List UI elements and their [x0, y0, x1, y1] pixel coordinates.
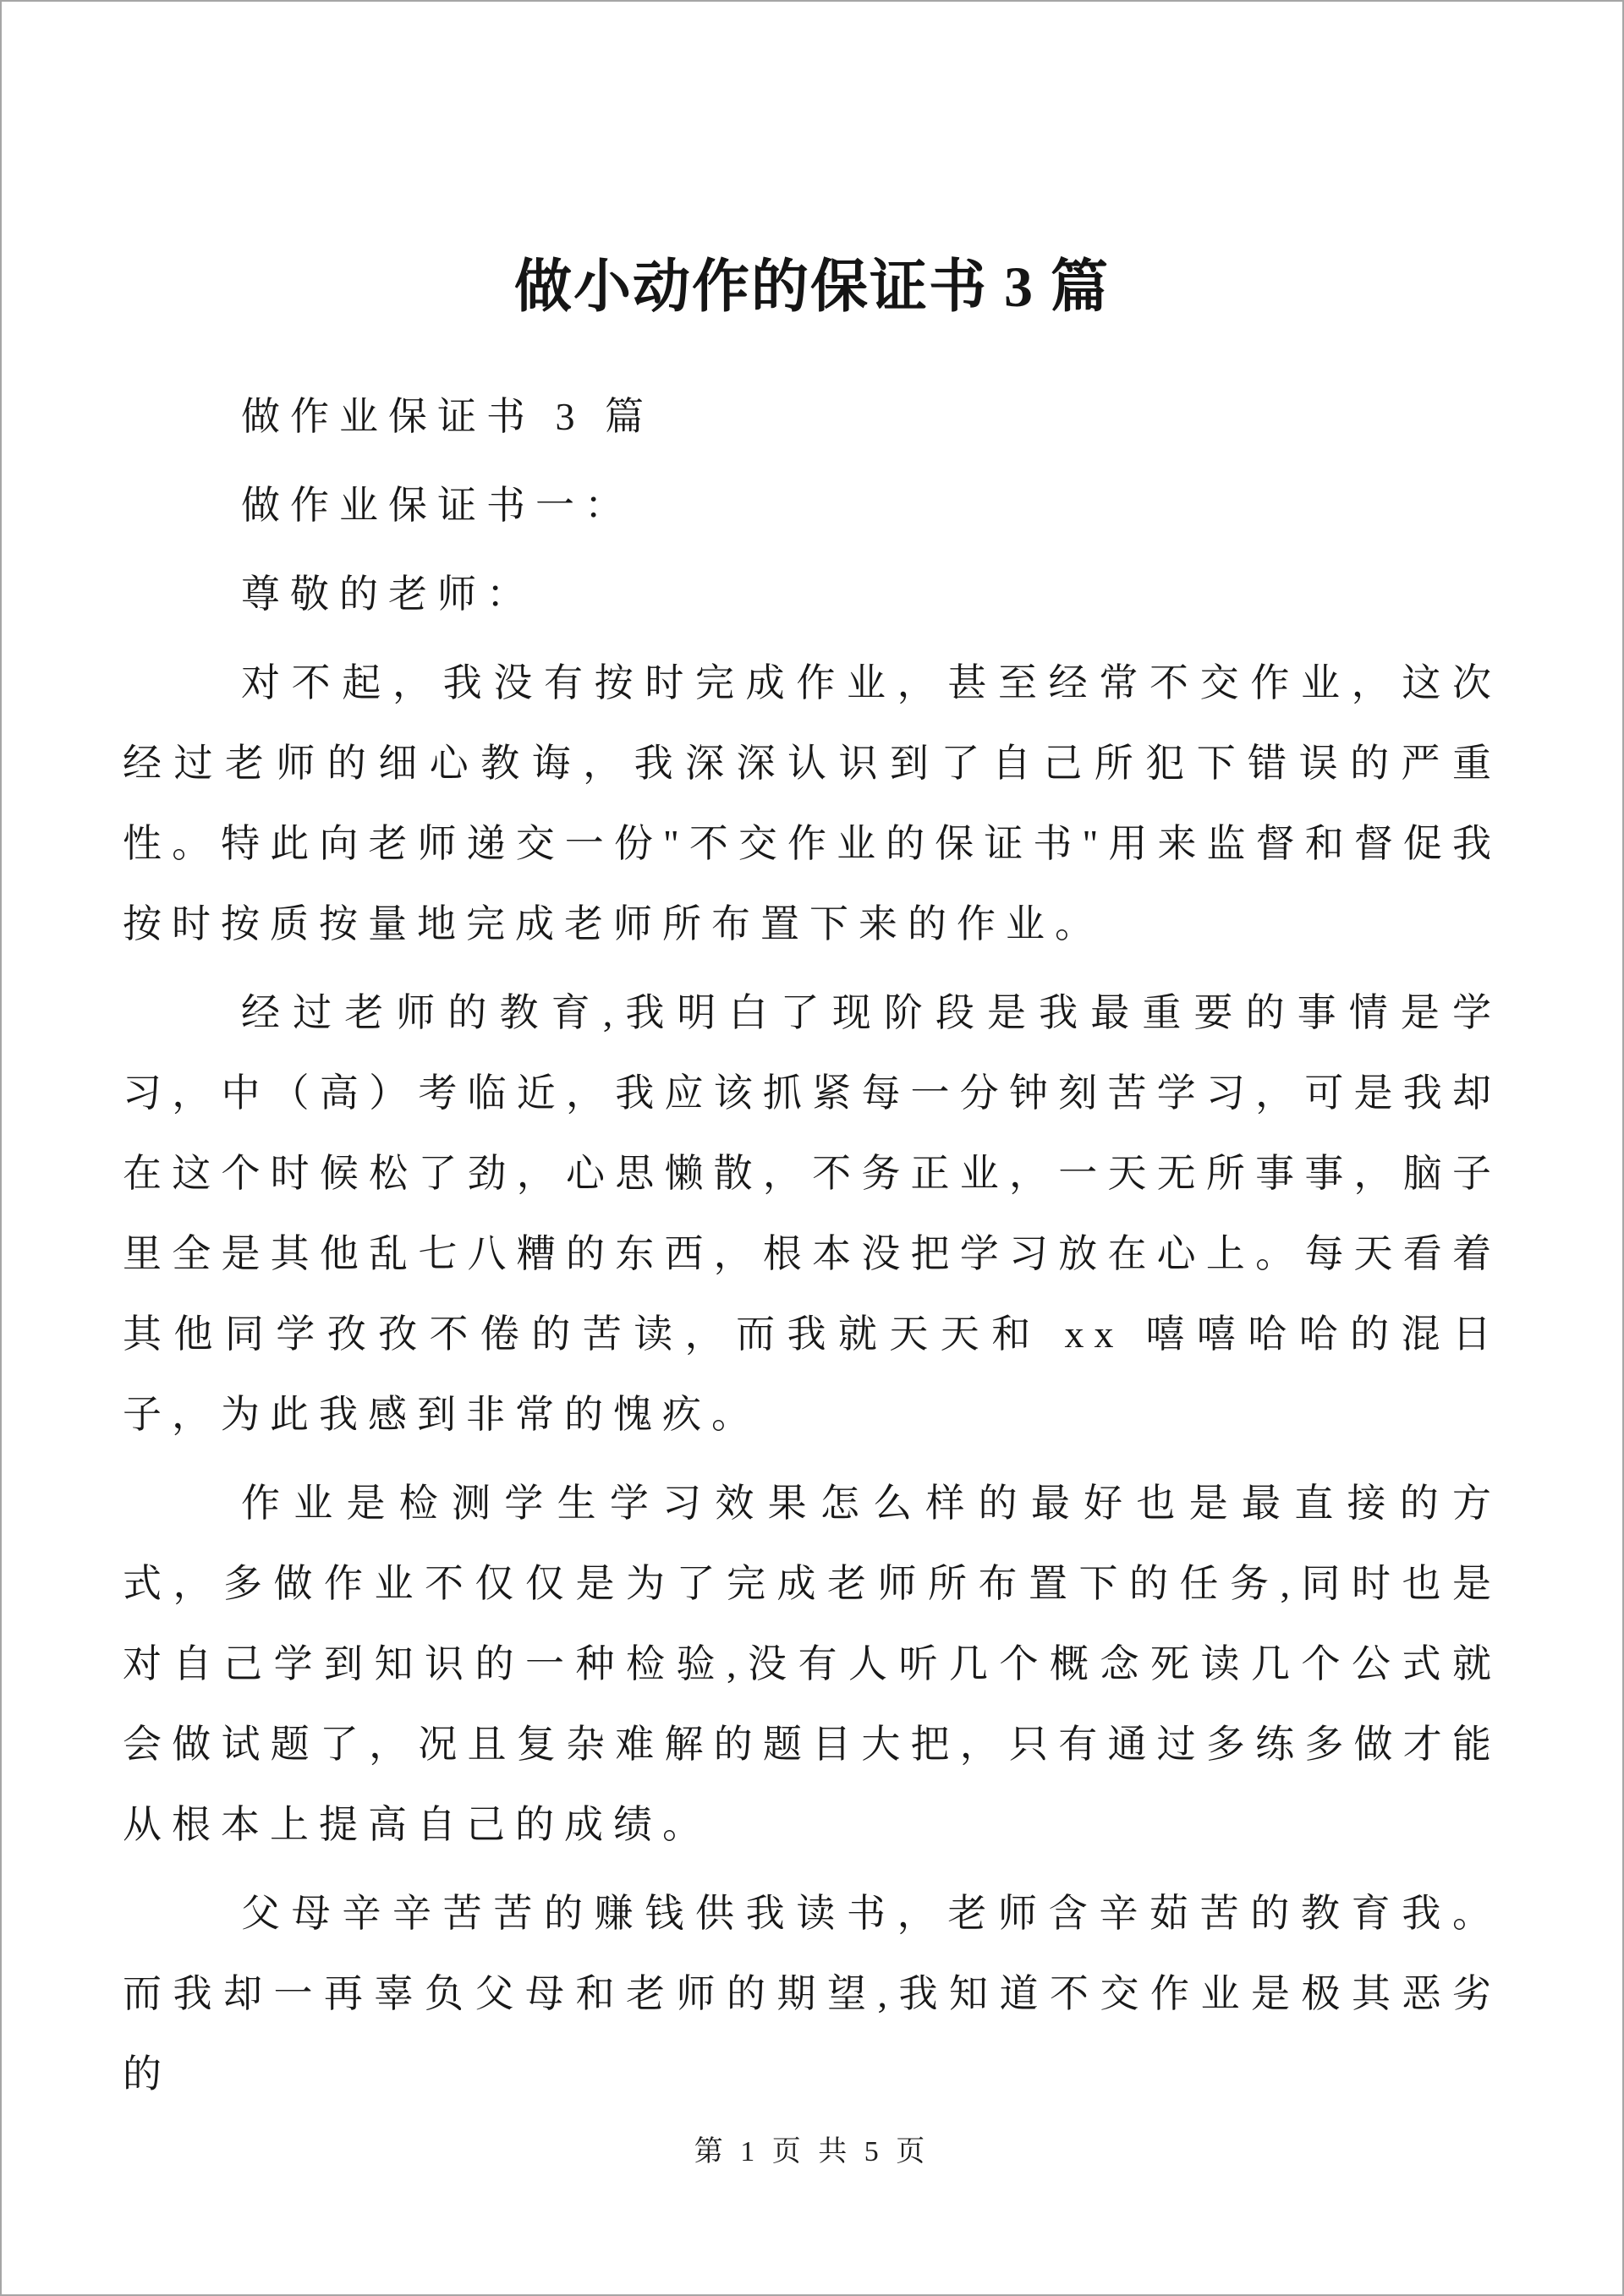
- paragraph: 父母辛辛苦苦的赚钱供我读书，老师含辛茹苦的教育我。而我却一再辜负父母和老师的期望,我知道不交作业是极其恶劣的: [123, 1892, 1501, 2096]
- paragraph: 经过老师的教育,我明白了现阶段是我最重要的事情是学习，中（高）考临近，我应该抓紧每一分钟刻苦学习，可是我却在这个时候松了劲，心思懒散，不务正业，一天无所事事，脑子里全是其他乱七八糟的东西，根本没把学习放在心上。每天看着其他同学孜孜不倦的苦读，而我就天天和 xx 嘻嘻哈哈的混日子，为此我感到非常的愧疚。: [123, 991, 1502, 1436]
- paragraph: 尊敬的老师：: [241, 573, 535, 616]
- paragraph: 做作业保证书 3 篇: [241, 395, 654, 438]
- paragraph: 作业是检测学生学习效果怎么样的最好也是最直接的方式，多做作业不仅仅是为了完成老师所布置下的任务,同时也是对自己学到知识的一种检验,没有人听几个概念死读几个公式就会做试题了，况且复杂难解的题目大把，只有通过多练多做才能从根本上提高自己的成绩。: [123, 1482, 1501, 1846]
- document-title: 做小动作的保证书 3 篇: [513, 255, 1110, 319]
- document-body: [123, 376, 1501, 2114]
- paragraph: 对不起，我没有按时完成作业，甚至经常不交作业，这次经过老师的细心教诲，我深深认识到了自己所犯下错误的严重性。特此向老师递交一份"不交作业的保证书"用来监督和督促我按时按质按量地完成老师所布置下来的作业。: [123, 661, 1501, 945]
- page-footer: [2, 2128, 1622, 2169]
- page-number-label: 第 1 页 共 5 页: [694, 2136, 930, 2167]
- paragraph: 做作业保证书一：: [241, 484, 634, 527]
